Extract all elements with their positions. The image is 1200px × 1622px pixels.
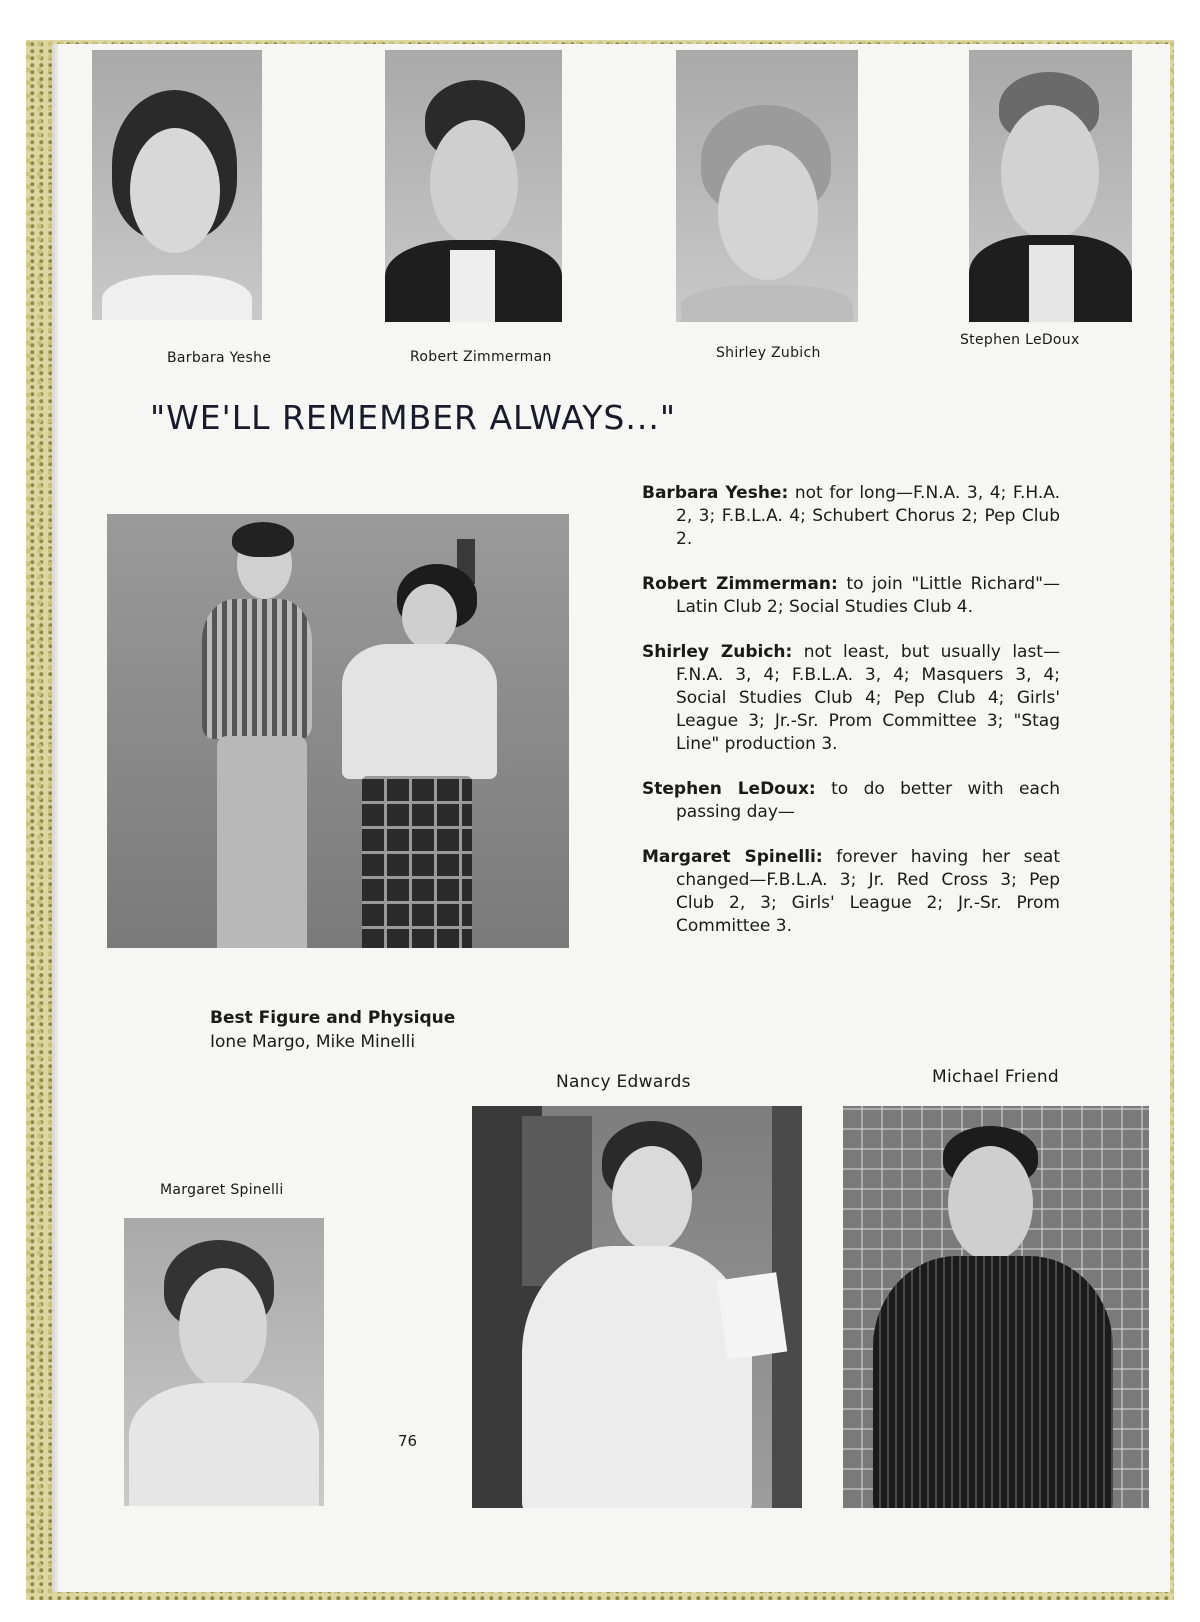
- bio-stephen-ledoux: Stephen LeDoux: to do better with each passing day—: [642, 779, 1061, 822]
- photo-best-figure-candid: [107, 514, 569, 948]
- bio-barbara-yeshe: Barbara Yeshe: not for long—F.N.A. 3, 4; F.H.A. 2, 3; F.B.L.A. 4; Schubert Chorus 2; Pep Club 2.: [642, 483, 1060, 549]
- bio-shirley-zubich: Shirley Zubich: not least, but usually last— F.N.A. 3, 4; F.B.L.A. 3, 4; Masquers 3, 4; Social Studies Club 4; Pep Club 4; Girls' League 3; Jr.-Sr. Prom Committee 3; "Stag Line" production 3.: [642, 642, 1060, 754]
- bio-robert-zimmerman: Robert Zimmerman: to join "Little Richard"— Latin Club 2; Social Studies Club 4.: [642, 574, 1060, 617]
- caption-shirley-zubich: Shirley Zubich: [716, 345, 821, 361]
- caption-margaret-spinelli: Margaret Spinelli: [160, 1182, 284, 1198]
- bio-margaret-spinelli: Margaret Spinelli: forever having her seat changed—F.B.L.A. 3; Jr. Red Cross 3; Pep Club 2, 3; Girls' League 2; Jr.-Sr. Prom Committee 3.: [642, 847, 1060, 936]
- caption-robert-zimmerman: Robert Zimmerman: [410, 349, 552, 365]
- bio-list: [642, 482, 1060, 938]
- photo-nancy-edwards: [472, 1106, 802, 1508]
- portrait-shirley-zubich: [676, 50, 858, 322]
- best-figure-title: Best Figure and Physique: [210, 1008, 456, 1028]
- photo-michael-friend: [843, 1106, 1149, 1508]
- portrait-margaret-spinelli: [124, 1218, 324, 1506]
- portrait-barbara-yeshe: [92, 50, 262, 320]
- best-figure-names: Ione Margo, Mike Minelli: [210, 1032, 416, 1052]
- page-number: 76: [398, 1432, 418, 1450]
- caption-barbara-yeshe: Barbara Yeshe: [167, 350, 272, 366]
- caption-nancy-edwards: Nancy Edwards: [556, 1072, 691, 1092]
- portrait-stephen-ledoux: [969, 50, 1132, 322]
- page-heading: "WE'LL REMEMBER ALWAYS...": [150, 398, 676, 437]
- caption-michael-friend: Michael Friend: [932, 1067, 1059, 1087]
- caption-stephen-ledoux: Stephen LeDoux: [960, 332, 1080, 348]
- portrait-robert-zimmerman: [385, 50, 562, 322]
